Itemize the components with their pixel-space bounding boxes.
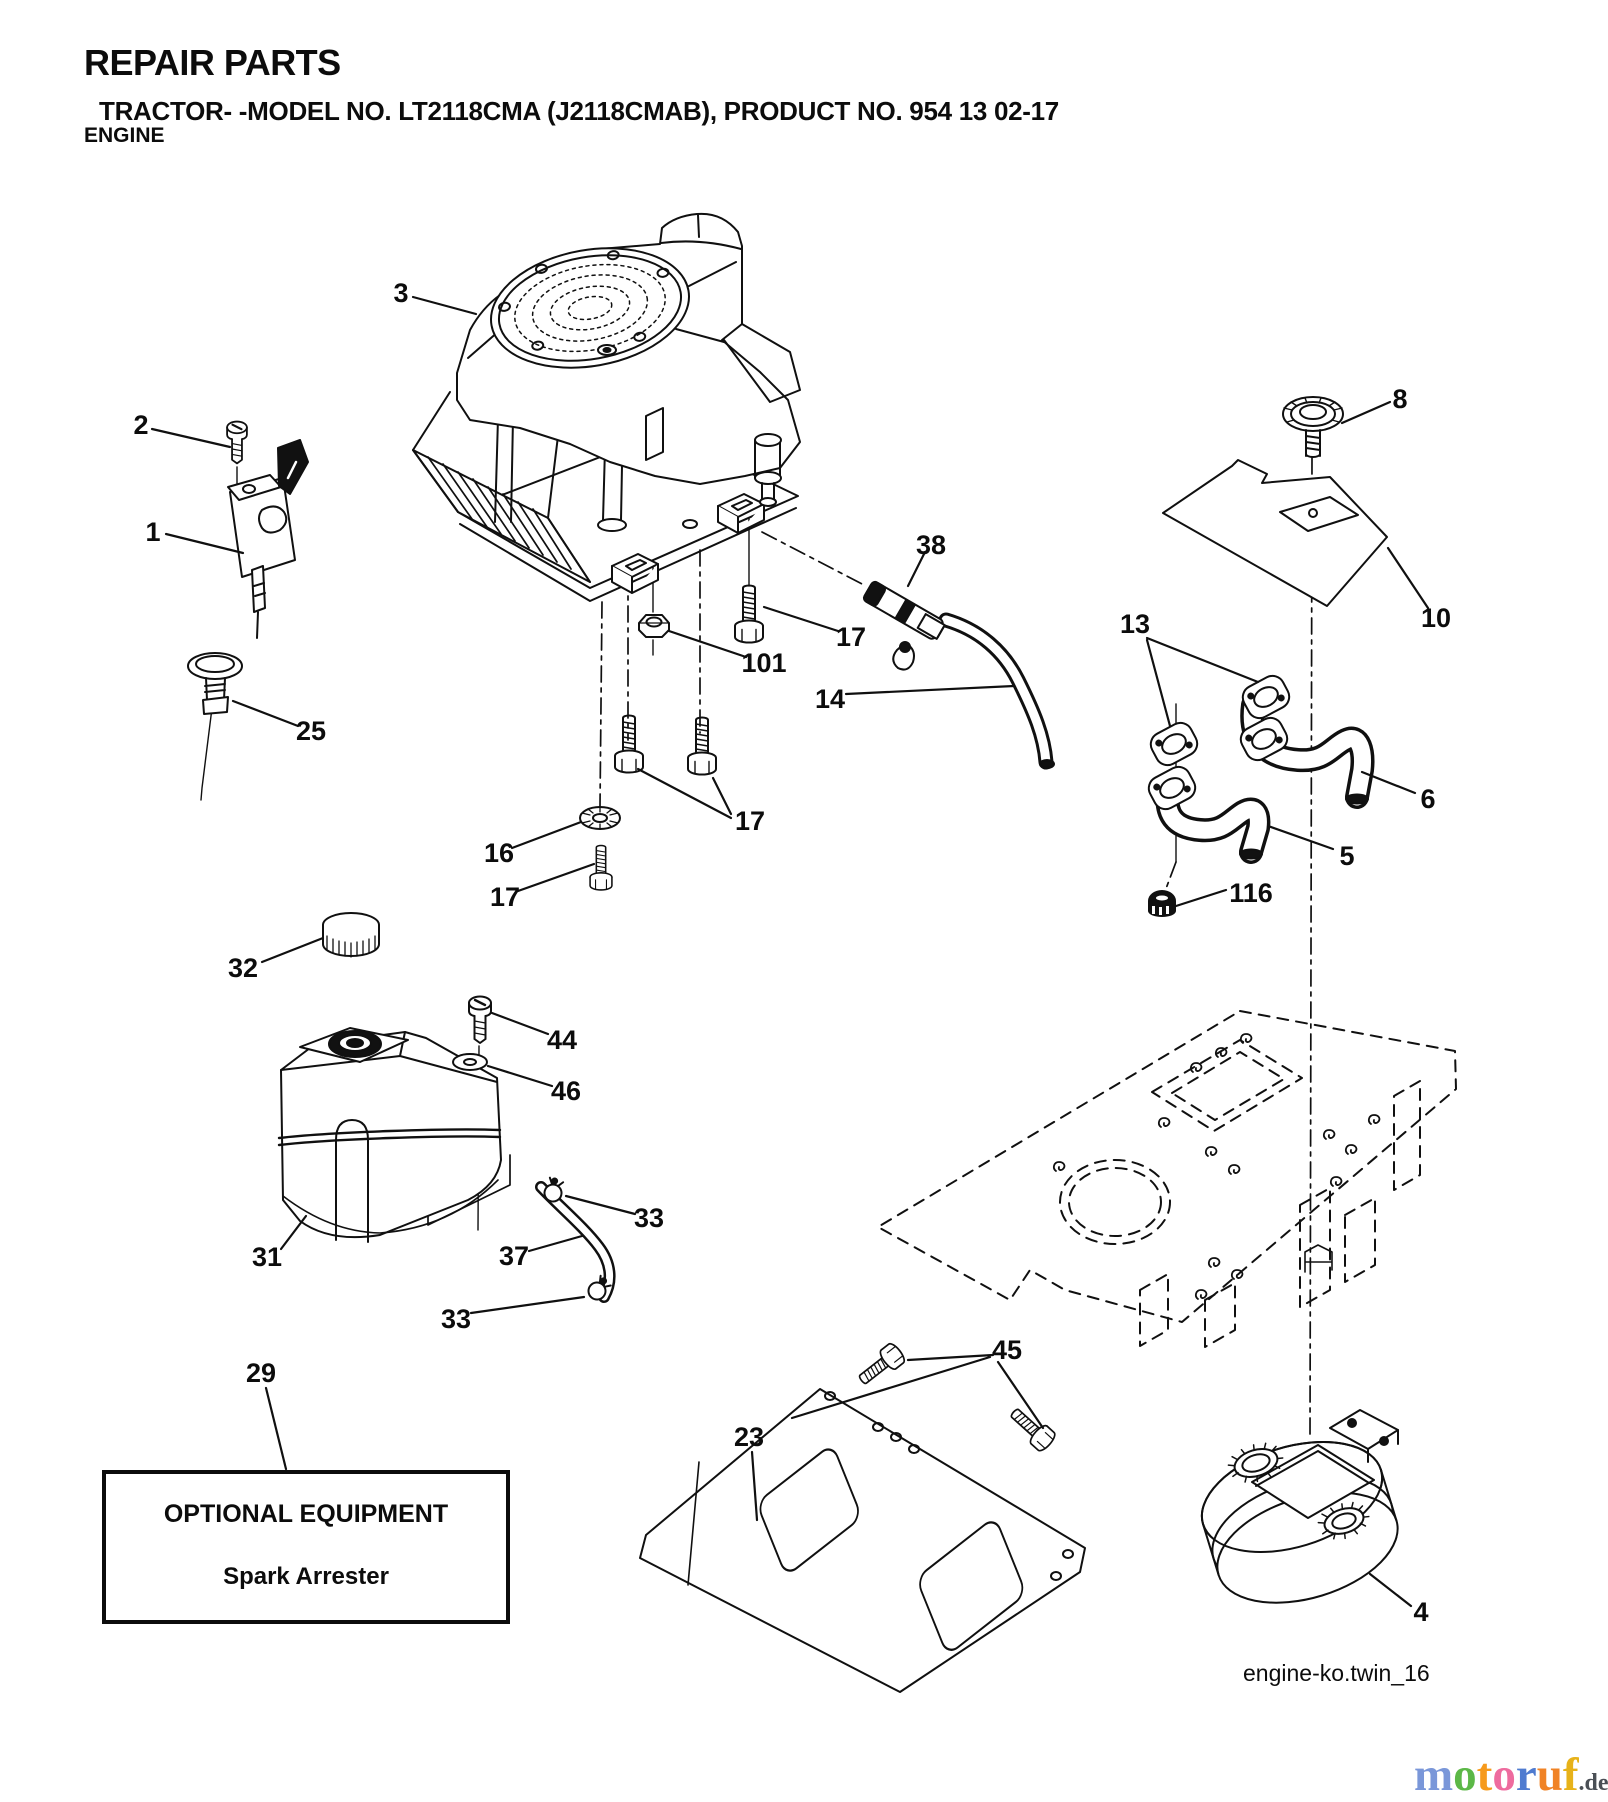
callout-1: 1 bbox=[145, 517, 161, 547]
callout-116: 116 bbox=[1229, 878, 1273, 908]
callout-23: 23 bbox=[733, 1422, 765, 1452]
section-label: ENGINE bbox=[84, 124, 165, 147]
callout-17-middle: 17 bbox=[734, 806, 766, 836]
callout-29: 29 bbox=[245, 1358, 277, 1388]
control-knob-illustration bbox=[1283, 397, 1343, 457]
callout-46: 46 bbox=[550, 1076, 582, 1106]
fuel-tank-illustration bbox=[279, 913, 510, 1242]
muffler-illustration bbox=[1188, 1410, 1411, 1623]
model-subtitle: TRACTOR- -MODEL NO. LT2118CMA (J2118CMAB), PRODUCT NO. 954 13 02-17 bbox=[99, 96, 1059, 126]
callout-38: 38 bbox=[915, 530, 947, 560]
watermark-letter: o bbox=[1453, 1749, 1477, 1801]
choke-control-illustration bbox=[188, 653, 242, 714]
callout-13: 13 bbox=[1119, 609, 1151, 639]
support-plate-illustration bbox=[1163, 460, 1387, 606]
callout-4: 4 bbox=[1413, 1597, 1429, 1627]
callout-3: 3 bbox=[393, 278, 409, 308]
callout-17-upper: 17 bbox=[835, 622, 867, 652]
watermark-letter: m bbox=[1414, 1749, 1454, 1801]
chassis-frame-illustration bbox=[878, 1011, 1456, 1347]
callout-37: 37 bbox=[498, 1241, 530, 1271]
callout-6: 6 bbox=[1420, 784, 1436, 814]
diagram-code: engine-ko.twin_16 bbox=[1243, 1660, 1430, 1686]
callout-33-upper: 33 bbox=[633, 1203, 665, 1233]
callout-31: 31 bbox=[251, 1242, 283, 1272]
callout-10: 10 bbox=[1420, 603, 1452, 633]
optional-equipment-item: Spark Arrester bbox=[223, 1563, 389, 1590]
optional-equipment-box bbox=[102, 1470, 510, 1624]
watermark-letter: u bbox=[1536, 1749, 1563, 1801]
callout-16: 16 bbox=[483, 838, 515, 868]
callout-17-lower: 17 bbox=[489, 882, 521, 912]
watermark-letter: o bbox=[1492, 1749, 1516, 1801]
callout-5: 5 bbox=[1339, 841, 1355, 871]
watermark-letter: f bbox=[1562, 1749, 1579, 1801]
callout-2: 2 bbox=[133, 410, 149, 440]
motoruf-watermark bbox=[1414, 1748, 1608, 1802]
engine-illustration bbox=[413, 214, 800, 601]
fuel-hose-illustration bbox=[541, 1176, 613, 1303]
heat-shield-illustration bbox=[640, 1341, 1085, 1692]
callout-44: 44 bbox=[546, 1025, 578, 1055]
callout-25: 25 bbox=[295, 716, 327, 746]
callout-8: 8 bbox=[1392, 384, 1408, 414]
callout-101: 101 bbox=[741, 648, 787, 678]
callout-45: 45 bbox=[991, 1335, 1023, 1365]
callout-32: 32 bbox=[227, 953, 259, 983]
callout-33-lower: 33 bbox=[440, 1304, 472, 1334]
watermark-letter: t bbox=[1476, 1749, 1493, 1801]
fuel-valve-and-hose-illustration bbox=[863, 580, 1055, 768]
callout-14: 14 bbox=[814, 684, 846, 714]
page-title: REPAIR PARTS bbox=[84, 42, 341, 83]
throttle-control-illustration bbox=[227, 422, 308, 638]
watermark-letter: r bbox=[1515, 1749, 1537, 1801]
watermark-suffix: .de bbox=[1578, 1770, 1608, 1796]
optional-equipment-title: OPTIONAL EQUIPMENT bbox=[163, 1500, 449, 1528]
